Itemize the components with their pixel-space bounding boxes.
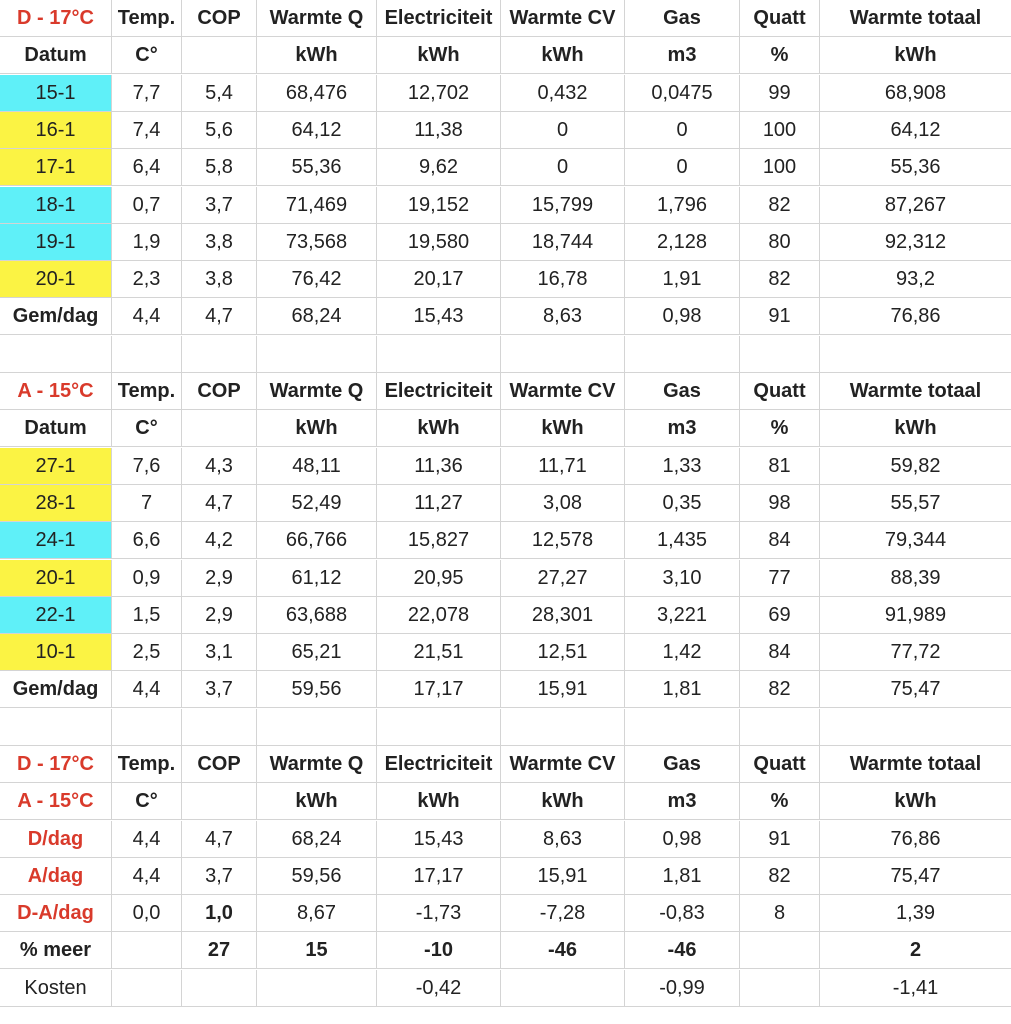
empty-cell[interactable] (820, 709, 1011, 745)
value-wcv[interactable]: 12,51 (501, 634, 625, 670)
column-header[interactable]: Warmte Q (257, 373, 377, 409)
empty-cell[interactable] (0, 336, 112, 372)
value-wcv[interactable]: 27,27 (501, 560, 625, 596)
value-wcv[interactable]: 12,578 (501, 522, 625, 558)
table-row (0, 112, 1011, 149)
value-temp[interactable]: 7 (112, 485, 182, 521)
value-wcv[interactable]: 18,744 (501, 224, 625, 260)
empty-cell[interactable] (501, 709, 625, 745)
value-el[interactable]: 17,17 (377, 858, 501, 894)
value-temp[interactable]: 7,4 (112, 112, 182, 148)
table-row (0, 224, 1011, 261)
date-cell[interactable]: 15-1 (0, 75, 112, 111)
value-quatt[interactable]: 98 (740, 485, 820, 521)
value-gas[interactable]: 3,10 (625, 560, 740, 596)
value-wt[interactable]: 55,57 (890, 492, 941, 514)
value-wq[interactable] (257, 970, 377, 1006)
value-cop[interactable]: 1,0 (182, 895, 257, 931)
value-wq[interactable]: 61,12 (257, 560, 377, 596)
empty-cell[interactable] (112, 336, 182, 372)
column-header[interactable]: Electriciteit (377, 0, 501, 36)
value-gas[interactable]: 1,81 (625, 858, 740, 894)
value-wt[interactable]: 88,39 (890, 567, 941, 589)
value-quatt[interactable]: 82 (740, 858, 820, 894)
comparison-row (0, 858, 1011, 895)
value-cop[interactable]: 3,7 (182, 671, 257, 707)
value-wt[interactable]: 87,267 (884, 194, 947, 216)
section-label[interactable]: D - 17°C (0, 0, 112, 36)
column-header[interactable]: Warmte CV (501, 0, 625, 36)
date-cell[interactable]: 20-1 (0, 560, 112, 596)
value-cop[interactable]: 5,4 (182, 75, 257, 111)
value-el[interactable]: 15,43 (377, 298, 501, 334)
value-quatt[interactable]: 69 (740, 597, 820, 633)
column-header[interactable]: Quatt (740, 0, 820, 36)
value-wt[interactable]: 91,989 (884, 604, 947, 626)
value-temp[interactable]: 0,7 (112, 187, 182, 223)
value-wq[interactable]: 48,11 (257, 448, 377, 484)
comparison-label[interactable]: D/dag (0, 821, 112, 857)
value-wq[interactable]: 59,56 (257, 671, 377, 707)
value-quatt[interactable]: 82 (740, 187, 820, 223)
value-temp[interactable]: 1,5 (112, 597, 182, 633)
value-gas[interactable]: 1,81 (625, 671, 740, 707)
value-quatt[interactable]: 99 (740, 75, 820, 111)
table-row (0, 597, 1011, 634)
empty-cell[interactable] (740, 336, 820, 372)
date-cell[interactable]: 28-1 (0, 485, 112, 521)
column-header[interactable]: m3 (625, 783, 740, 819)
section-label[interactable]: A - 15°C (0, 783, 112, 819)
value-gas[interactable]: -0,83 (625, 895, 740, 931)
value-el[interactable]: 21,51 (377, 634, 501, 670)
section-label[interactable]: Datum (0, 37, 112, 73)
value-el[interactable]: -10 (377, 932, 501, 968)
value-el[interactable]: -1,73 (377, 895, 501, 931)
value-wcv[interactable]: 8,63 (501, 821, 625, 857)
value-temp[interactable]: 4,4 (112, 858, 182, 894)
value-quatt[interactable] (740, 970, 820, 1006)
empty-cell[interactable] (377, 336, 501, 372)
value-gas[interactable]: 1,42 (625, 634, 740, 670)
value-temp[interactable]: 4,4 (112, 671, 182, 707)
value-cop[interactable]: 4,3 (182, 448, 257, 484)
column-header[interactable]: Warmte totaal (849, 380, 982, 402)
percent-label[interactable]: % meer (0, 932, 112, 968)
average-row (0, 298, 1011, 335)
value-wq[interactable]: 73,568 (257, 224, 377, 260)
value-wq[interactable]: 68,24 (257, 298, 377, 334)
value-temp[interactable]: 1,9 (112, 224, 182, 260)
empty-cell[interactable] (257, 709, 377, 745)
value-wcv[interactable] (501, 970, 625, 1006)
value-gas[interactable]: 0,35 (625, 485, 740, 521)
value-cop[interactable]: 5,8 (182, 149, 257, 185)
value-wq[interactable]: 64,12 (257, 112, 377, 148)
value-gas[interactable]: 1,435 (625, 522, 740, 558)
value-wcv[interactable]: 11,71 (501, 448, 625, 484)
value-temp[interactable] (112, 970, 182, 1006)
value-quatt[interactable]: 82 (740, 261, 820, 297)
column-header[interactable]: % (740, 37, 820, 73)
spacer-row (0, 709, 1011, 746)
value-cop[interactable]: 27 (182, 932, 257, 968)
value-cop[interactable]: 4,7 (182, 485, 257, 521)
value-gas[interactable]: 1,91 (625, 261, 740, 297)
column-header[interactable]: Gas (625, 746, 740, 782)
column-header[interactable]: kWh (377, 37, 501, 73)
column-header[interactable]: % (740, 783, 820, 819)
empty-cell[interactable] (182, 709, 257, 745)
column-header[interactable]: m3 (625, 410, 740, 446)
column-header[interactable]: kWh (377, 410, 501, 446)
value-temp[interactable]: 0,0 (112, 895, 182, 931)
percent-row (0, 932, 1011, 969)
value-temp[interactable]: 4,4 (112, 298, 182, 334)
value-wq[interactable]: 15 (257, 932, 377, 968)
column-header[interactable]: kWh (257, 783, 377, 819)
column-header[interactable]: Quatt (740, 746, 820, 782)
empty-cell[interactable] (377, 709, 501, 745)
spacer-row (0, 336, 1011, 373)
table-row (0, 522, 1011, 559)
value-cop[interactable]: 2,9 (182, 597, 257, 633)
table-row (0, 448, 1011, 485)
value-el[interactable]: 19,152 (377, 187, 501, 223)
empty-cell[interactable] (740, 709, 820, 745)
column-header[interactable]: COP (182, 373, 257, 409)
value-quatt[interactable] (740, 932, 820, 968)
value-quatt[interactable]: 81 (740, 448, 820, 484)
table-row (0, 149, 1011, 186)
value-cop[interactable]: 4,7 (182, 298, 257, 334)
value-wt[interactable]: 75,47 (890, 865, 941, 887)
value-cop[interactable]: 3,7 (182, 858, 257, 894)
column-header[interactable]: Gas (625, 373, 740, 409)
costs-label[interactable]: Kosten (0, 970, 112, 1006)
column-header[interactable]: kWh (377, 783, 501, 819)
value-quatt[interactable]: 77 (740, 560, 820, 596)
value-wq[interactable]: 71,469 (257, 187, 377, 223)
value-wt[interactable]: 2 (909, 939, 922, 961)
value-gas[interactable]: 1,33 (625, 448, 740, 484)
value-temp[interactable]: 4,4 (112, 821, 182, 857)
column-header[interactable]: Warmte CV (501, 746, 625, 782)
value-wt[interactable]: 76,86 (890, 828, 941, 850)
value-wcv[interactable]: 15,91 (501, 671, 625, 707)
value-cop[interactable]: 3,7 (182, 187, 257, 223)
value-gas[interactable]: -46 (625, 932, 740, 968)
section-label[interactable]: Datum (0, 410, 112, 446)
value-wcv[interactable]: 0 (501, 149, 625, 185)
empty-cell[interactable] (182, 336, 257, 372)
column-header[interactable] (182, 37, 257, 73)
value-wt[interactable]: 1,39 (896, 902, 935, 924)
value-wq[interactable]: 65,21 (257, 634, 377, 670)
value-wq[interactable]: 66,766 (257, 522, 377, 558)
value-quatt[interactable]: 91 (740, 298, 820, 334)
column-header[interactable]: Warmte Q (257, 0, 377, 36)
table-row (0, 485, 1011, 522)
value-el[interactable]: 20,17 (377, 261, 501, 297)
date-cell[interactable]: 22-1 (0, 597, 112, 633)
value-wt[interactable]: 59,82 (890, 455, 941, 477)
empty-cell[interactable] (625, 709, 740, 745)
value-quatt[interactable]: 82 (740, 671, 820, 707)
value-el[interactable]: 15,43 (377, 821, 501, 857)
date-cell[interactable]: 10-1 (0, 634, 112, 670)
value-temp[interactable]: 7,6 (112, 448, 182, 484)
value-wq[interactable]: 68,476 (257, 75, 377, 111)
empty-cell[interactable] (0, 709, 112, 745)
value-wcv[interactable]: 15,91 (501, 858, 625, 894)
value-gas[interactable]: 0,98 (625, 821, 740, 857)
value-wcv[interactable]: 15,799 (501, 187, 625, 223)
empty-cell[interactable] (625, 336, 740, 372)
column-header[interactable]: C° (112, 37, 182, 73)
unit-header-row (0, 37, 1011, 74)
column-header[interactable]: Temp. (112, 746, 182, 782)
value-temp[interactable]: 6,4 (112, 149, 182, 185)
column-header[interactable]: kWh (894, 790, 937, 812)
column-header[interactable]: Electriciteit (377, 746, 501, 782)
comparison-unit-row (0, 783, 1011, 820)
value-cop[interactable]: 3,8 (182, 261, 257, 297)
section-label[interactable]: A - 15°C (0, 373, 112, 409)
column-header[interactable]: kWh (501, 783, 625, 819)
value-wq[interactable]: 8,67 (257, 895, 377, 931)
average-label[interactable]: Gem/dag (0, 298, 112, 334)
column-header[interactable]: Quatt (740, 373, 820, 409)
value-gas[interactable]: 0,98 (625, 298, 740, 334)
column-header[interactable]: Temp. (112, 373, 182, 409)
empty-cell[interactable] (257, 336, 377, 372)
column-header[interactable]: Warmte totaal (849, 753, 982, 775)
value-cop[interactable]: 4,7 (182, 821, 257, 857)
comparison-row (0, 895, 1011, 932)
value-wt[interactable]: 55,36 (890, 156, 941, 178)
value-el[interactable]: 11,27 (377, 485, 501, 521)
value-quatt[interactable]: 100 (740, 112, 820, 148)
column-header[interactable]: m3 (625, 37, 740, 73)
column-header[interactable]: kWh (501, 37, 625, 73)
date-cell[interactable]: 16-1 (0, 112, 112, 148)
value-wcv[interactable]: 8,63 (501, 298, 625, 334)
value-quatt[interactable]: 8 (740, 895, 820, 931)
value-el[interactable]: 20,95 (377, 560, 501, 596)
table-row (0, 187, 1011, 224)
column-header[interactable]: COP (182, 746, 257, 782)
section-header-row (0, 373, 1011, 410)
date-cell[interactable]: 20-1 (0, 261, 112, 297)
date-cell[interactable]: 27-1 (0, 448, 112, 484)
value-temp[interactable]: 7,7 (112, 75, 182, 111)
unit-header-row (0, 410, 1011, 447)
value-temp[interactable]: 6,6 (112, 522, 182, 558)
value-wq[interactable]: 63,688 (257, 597, 377, 633)
average-row (0, 671, 1011, 708)
column-header[interactable]: C° (112, 783, 182, 819)
empty-cell[interactable] (112, 709, 182, 745)
value-el[interactable]: 12,702 (377, 75, 501, 111)
column-header[interactable]: kWh (894, 44, 937, 66)
value-wcv[interactable]: 28,301 (501, 597, 625, 633)
value-wt[interactable]: 93,2 (896, 268, 935, 290)
value-wcv[interactable]: 3,08 (501, 485, 625, 521)
value-cop[interactable]: 4,2 (182, 522, 257, 558)
value-el[interactable]: -0,42 (377, 970, 501, 1006)
table-row (0, 560, 1011, 597)
value-wq[interactable]: 76,42 (257, 261, 377, 297)
column-header[interactable]: Warmte Q (257, 746, 377, 782)
comparison-label[interactable]: A/dag (0, 858, 112, 894)
column-header[interactable]: kWh (257, 37, 377, 73)
value-wt[interactable]: 92,312 (884, 231, 947, 253)
value-gas[interactable]: -0,99 (625, 970, 740, 1006)
date-cell[interactable]: 19-1 (0, 224, 112, 260)
value-gas[interactable]: 0,0475 (625, 75, 740, 111)
value-cop[interactable]: 3,1 (182, 634, 257, 670)
value-cop[interactable]: 3,8 (182, 224, 257, 260)
column-header[interactable]: Warmte totaal (849, 7, 982, 29)
value-quatt[interactable]: 100 (740, 149, 820, 185)
value-wq[interactable]: 68,24 (257, 821, 377, 857)
table-row (0, 261, 1011, 298)
value-el[interactable]: 11,38 (377, 112, 501, 148)
value-wq[interactable]: 52,49 (257, 485, 377, 521)
date-cell[interactable]: 18-1 (0, 187, 112, 223)
section-header-row (0, 0, 1011, 37)
table-row (0, 75, 1011, 112)
value-temp[interactable]: 2,3 (112, 261, 182, 297)
value-wcv[interactable]: 0 (501, 112, 625, 148)
value-wt[interactable]: 68,908 (884, 82, 947, 104)
table-row (0, 634, 1011, 671)
column-header[interactable]: kWh (257, 410, 377, 446)
value-gas[interactable]: 0 (625, 112, 740, 148)
value-quatt[interactable]: 84 (740, 634, 820, 670)
value-el[interactable]: 9,62 (377, 149, 501, 185)
value-wcv[interactable]: 0,432 (501, 75, 625, 111)
value-wt[interactable]: 77,72 (890, 641, 941, 663)
value-quatt[interactable]: 80 (740, 224, 820, 260)
column-header[interactable]: COP (182, 0, 257, 36)
column-header[interactable]: % (740, 410, 820, 446)
value-cop[interactable]: 2,9 (182, 560, 257, 596)
value-gas[interactable]: 3,221 (625, 597, 740, 633)
value-wq[interactable]: 55,36 (257, 149, 377, 185)
value-quatt[interactable]: 84 (740, 522, 820, 558)
comparison-row (0, 821, 1011, 858)
average-label[interactable]: Gem/dag (0, 671, 112, 707)
value-quatt[interactable]: 91 (740, 821, 820, 857)
comparison-header-row (0, 746, 1011, 783)
value-cop[interactable]: 5,6 (182, 112, 257, 148)
empty-cell[interactable] (820, 336, 1011, 372)
column-header[interactable]: Gas (625, 0, 740, 36)
column-header[interactable]: C° (112, 410, 182, 446)
date-cell[interactable]: 17-1 (0, 149, 112, 185)
value-gas[interactable]: 2,128 (625, 224, 740, 260)
value-wt[interactable]: 64,12 (890, 119, 941, 141)
column-header[interactable]: kWh (501, 410, 625, 446)
value-el[interactable]: 11,36 (377, 448, 501, 484)
value-wcv[interactable]: -46 (501, 932, 625, 968)
value-temp[interactable] (112, 932, 182, 968)
value-gas[interactable]: 1,796 (625, 187, 740, 223)
value-el[interactable]: 15,827 (377, 522, 501, 558)
column-header[interactable]: Temp. (112, 0, 182, 36)
value-wt[interactable]: -1,41 (892, 977, 939, 999)
column-header[interactable] (182, 410, 257, 446)
value-wt[interactable]: 79,344 (884, 529, 947, 551)
value-wq[interactable]: 59,56 (257, 858, 377, 894)
value-temp[interactable]: 2,5 (112, 634, 182, 670)
comparison-label[interactable]: D-A/dag (0, 895, 112, 931)
value-cop[interactable] (182, 970, 257, 1006)
column-header[interactable] (182, 783, 257, 819)
value-el[interactable]: 17,17 (377, 671, 501, 707)
value-el[interactable]: 22,078 (377, 597, 501, 633)
column-header[interactable]: kWh (894, 417, 937, 439)
value-wcv[interactable]: 16,78 (501, 261, 625, 297)
costs-row (0, 970, 1011, 1007)
value-wt[interactable]: 76,86 (890, 305, 941, 327)
value-el[interactable]: 19,580 (377, 224, 501, 260)
empty-cell[interactable] (501, 336, 625, 372)
value-wt[interactable]: 75,47 (890, 678, 941, 700)
value-wcv[interactable]: -7,28 (501, 895, 625, 931)
column-header[interactable]: Electriciteit (377, 373, 501, 409)
section-label[interactable]: D - 17°C (0, 746, 112, 782)
date-cell[interactable]: 24-1 (0, 522, 112, 558)
value-gas[interactable]: 0 (625, 149, 740, 185)
value-temp[interactable]: 0,9 (112, 560, 182, 596)
column-header[interactable]: Warmte CV (501, 373, 625, 409)
